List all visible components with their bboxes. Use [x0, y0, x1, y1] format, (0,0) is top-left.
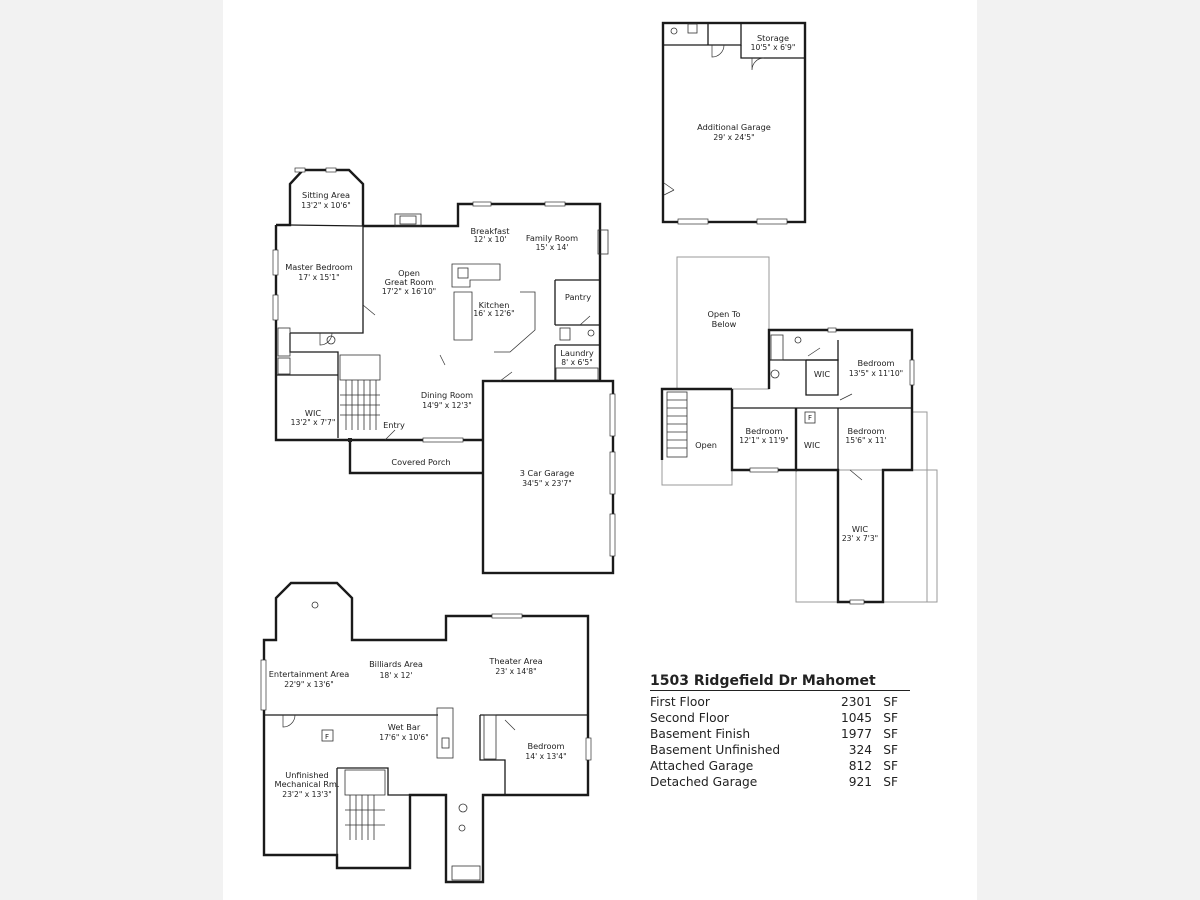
room-dimension: 13'5" x 11'10" — [848, 369, 904, 378]
room-label: Master Bedroom — [285, 262, 353, 272]
room-label: Bedroom — [857, 358, 895, 368]
room-dimension: 10'5" x 6'9" — [750, 43, 796, 52]
room-dimension: 18' x 12' — [379, 671, 413, 680]
room-dimension: 8' x 6'5" — [561, 358, 593, 367]
room-label: Bedroom — [847, 426, 885, 436]
summary-row-unit: SF — [883, 775, 898, 789]
room-dimension: 23'2" x 13'3" — [282, 790, 332, 799]
summary-row-value: 324 — [848, 743, 872, 757]
room-label: Laundry — [560, 348, 594, 358]
summary-row-label: First Floor — [650, 695, 710, 709]
room-dimension: 22'9" x 13'6" — [284, 680, 334, 689]
room-label: Wet Bar — [387, 722, 421, 732]
room-dimension: 15'6" x 11' — [845, 436, 887, 445]
room-dimension: 23' x 7'3" — [841, 534, 879, 543]
room-dimension: 14' x 13'4" — [525, 752, 567, 761]
summary-row — [650, 710, 910, 726]
summary-row-value: 921 — [848, 775, 872, 789]
room-label: WIC — [851, 524, 869, 534]
summary-row-value: 2301 — [840, 695, 872, 709]
summary-row — [650, 694, 910, 710]
room-label: WIC — [803, 440, 821, 450]
room-label: Kitchen — [478, 300, 510, 310]
room-label: Sitting Area — [302, 190, 350, 200]
summary-row — [650, 774, 910, 790]
room-dimension: 13'2" x 7'7" — [290, 418, 336, 427]
summary-row-label: Second Floor — [650, 711, 730, 725]
room-label: Breakfast — [470, 226, 510, 236]
property-address-title: 1503 Ridgefield Dr Mahomet — [650, 673, 910, 691]
room-dimension: 34'5" x 23'7" — [522, 479, 572, 488]
room-dimension: 17'6" x 10'6" — [379, 733, 429, 742]
room-dimension: 13'2" x 10'6" — [301, 201, 351, 210]
room-label: Theater Area — [489, 656, 543, 666]
room-label: Entry — [383, 420, 405, 430]
furnace-marker: F — [324, 733, 330, 741]
summary-row-value: 1977 — [840, 727, 872, 741]
room-label: Unfinished — [285, 770, 329, 780]
room-label: Bedroom — [527, 741, 565, 751]
room-dimension: 17'2" x 16'10" — [381, 287, 437, 296]
room-label: Covered Porch — [391, 457, 451, 467]
room-label: Billiards Area — [369, 659, 423, 669]
room-dimension: 29' x 24'5" — [713, 133, 755, 142]
room-dimension: 23' x 14'8" — [495, 667, 537, 676]
room-dimension: 16' x 12'6" — [473, 309, 515, 318]
summary-row — [650, 758, 910, 774]
room-label: Open To — [707, 309, 741, 319]
summary-row-unit: SF — [883, 695, 898, 709]
room-label: Storage — [756, 33, 790, 43]
room-label: Entertainment Area — [268, 669, 350, 679]
room-label: Additional Garage — [697, 122, 771, 132]
summary-row-value: 1045 — [840, 711, 872, 725]
summary-row-label: Attached Garage — [650, 759, 754, 773]
summary-row-unit: SF — [883, 759, 898, 773]
square-footage-summary — [650, 673, 910, 790]
room-label: WIC — [304, 408, 322, 418]
summary-row-label: Basement Unfinished — [650, 743, 781, 757]
summary-row-unit: SF — [883, 711, 898, 725]
summary-row — [650, 742, 910, 758]
room-label: Bedroom — [745, 426, 783, 436]
first-floor-plan — [273, 168, 608, 473]
room-label: WIC — [813, 369, 831, 379]
room-dimension: 12' x 10' — [473, 235, 507, 244]
summary-row-label: Detached Garage — [650, 775, 758, 789]
summary-row — [650, 726, 910, 742]
room-label: Family Room — [525, 233, 579, 243]
room-label: Pantry — [564, 292, 592, 302]
furnace-marker: F — [807, 414, 813, 422]
summary-row-value: 812 — [848, 759, 872, 773]
room-label: Dining Room — [420, 390, 474, 400]
room-dimension: 17' x 15'1" — [298, 273, 340, 282]
room-label: Mechanical Rm. — [274, 779, 340, 789]
summary-row-unit: SF — [883, 743, 898, 757]
summary-row-label: Basement Finish — [650, 727, 751, 741]
room-dimension: 14'9" x 12'3" — [422, 401, 472, 410]
room-label: Open — [695, 440, 717, 450]
room-dimension: 12'1" x 11'9" — [739, 436, 789, 445]
second-floor-plan — [662, 257, 937, 604]
room-label: Open — [398, 268, 420, 278]
room-label: Below — [711, 319, 737, 329]
summary-row-unit: SF — [883, 727, 898, 741]
room-label: Great Room — [384, 277, 434, 287]
room-label: 3 Car Garage — [519, 468, 575, 478]
room-dimension: 15' x 14' — [535, 243, 569, 252]
